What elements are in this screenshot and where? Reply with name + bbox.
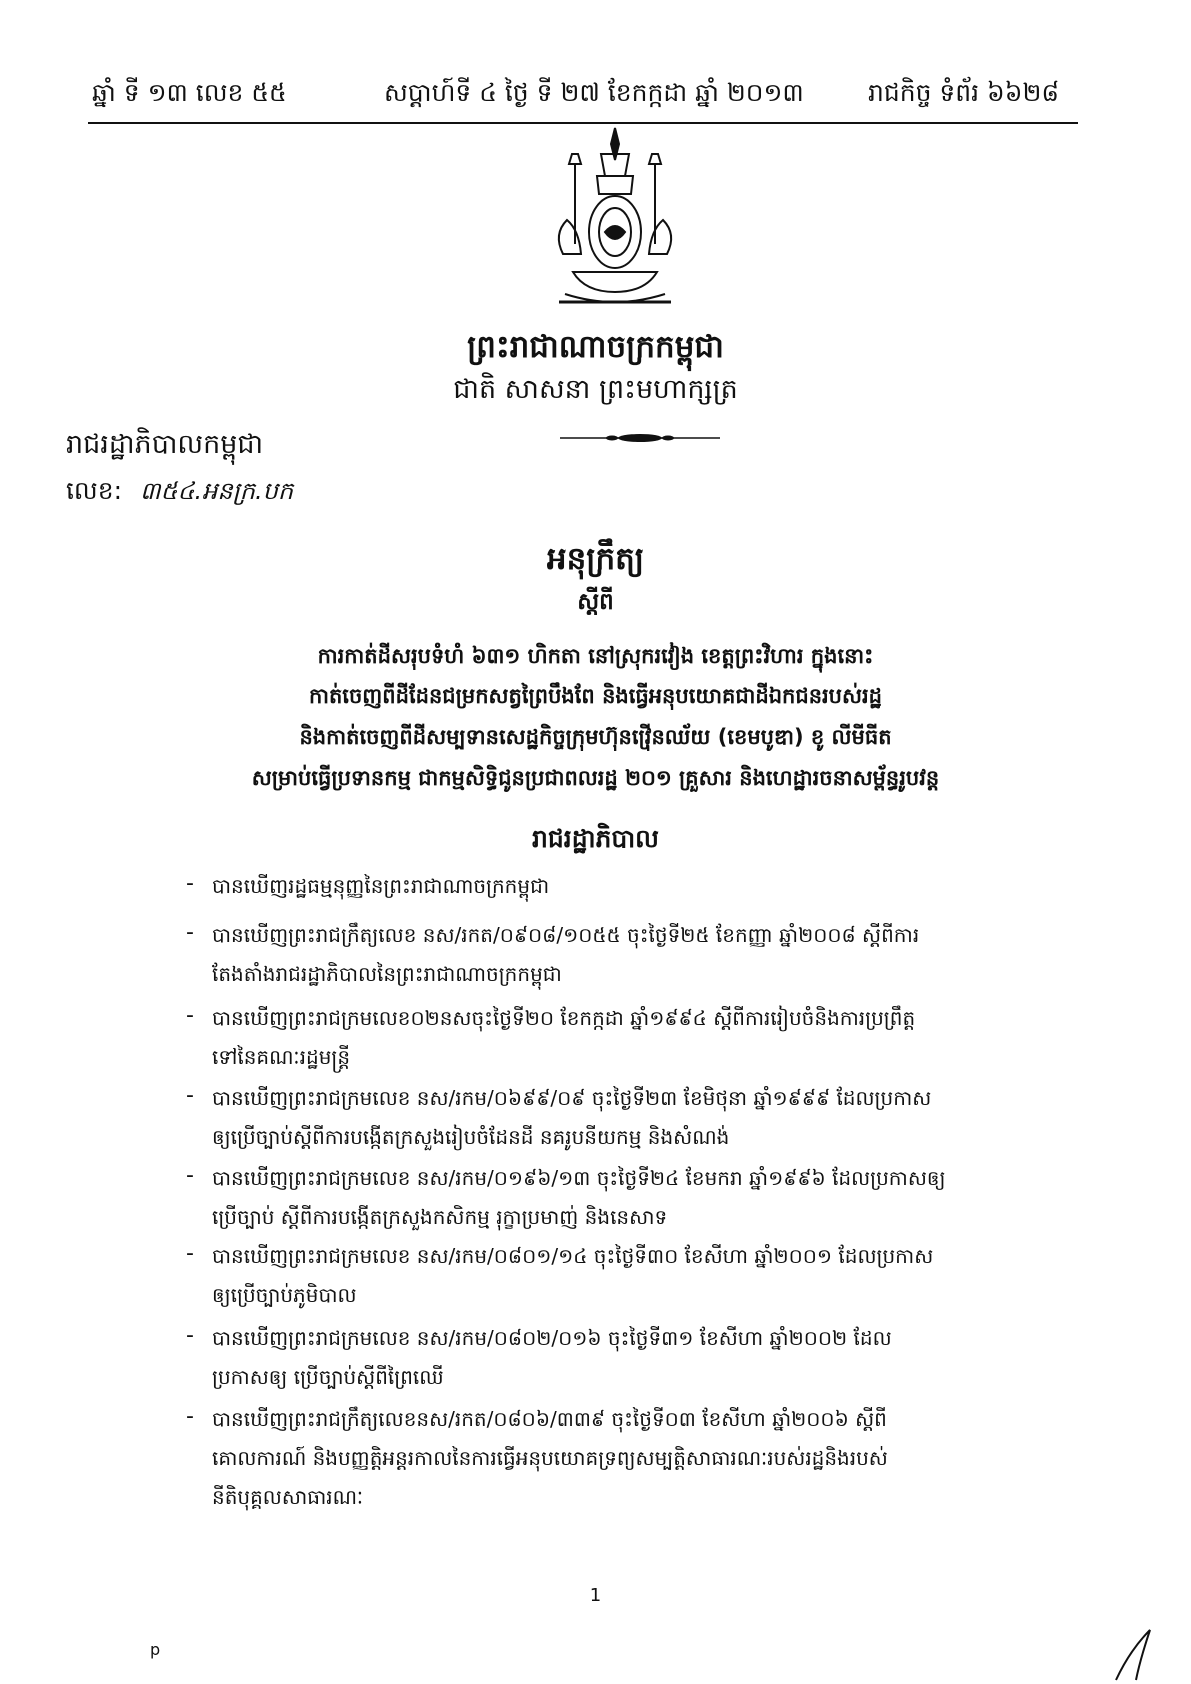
list-bullet: -: [186, 1241, 194, 1266]
list-bullet: -: [186, 1404, 194, 1429]
consideration-line: ឲ្យប្រើច្បាប់ស្តីពីការបង្កើតក្រសួងរៀបចំដែនដី នគរូបនីយកម្ម និងសំណង់: [212, 1125, 730, 1149]
consideration-line: នីតិបុគ្គលសាធារណៈ: [212, 1485, 364, 1509]
corner-mark: p: [150, 1640, 161, 1659]
consideration-line: បានឃើញព្រះរាជក្រមលេខ០២នសចុះថ្ងៃទី២០ ខែកក្កដា ឆ្នាំ១៩៩៤ ស្តីពីការរៀបចំនិងការប្រព្រឹត្ត: [212, 1006, 916, 1030]
signature-icon: [1110, 1620, 1190, 1684]
list-bullet: -: [186, 1083, 194, 1108]
header-issue-info: ឆ្នាំ ទី ១៣ លេខ ៥៥: [92, 78, 287, 107]
consideration-line: បានឃើញព្រះរាជក្រមលេខ នស/រកម/០១៩៦/១៣ ចុះថ្ងៃទី២៤ ខែមករា ឆ្នាំ១៩៩៦ ដែលប្រកាសឲ្យ: [212, 1166, 946, 1190]
consideration-line: ប្រកាសឲ្យ ប្រើច្បាប់ស្តីពីព្រៃឈើ: [212, 1365, 444, 1389]
list-bullet: -: [186, 1163, 194, 1188]
page-number: 1: [589, 1585, 602, 1606]
consideration-line: បានឃើញព្រះរាជក្រមលេខ នស/រកម/០៨០២/០១៦ ចុះថ្ងៃទី៣១ ខែសីហា ឆ្នាំ២០០២ ដែល: [212, 1326, 892, 1350]
reference-number: ៣៥៤.អនក្រ.បក: [139, 477, 294, 505]
title-line: សម្រាប់ធ្វើប្រទានកម្ម ជាកម្មសិទ្ធិជូនប្រជាពលរដ្ឋ ២០១ គ្រួសារ និងហេដ្ឋារចនាសម្ព័ន្ធរូបវន្ត: [251, 766, 940, 790]
consideration-line: បានឃើញព្រះរាជក្រមលេខ នស/រកម/០៦៩៩/០៩ ចុះថ្ងៃទី២៣ ខែមិថុនា ឆ្នាំ១៩៩៩ ដែលប្រកាស: [212, 1086, 932, 1110]
consideration-line: ទៅនៃគណៈរដ្ឋមន្ត្រី: [212, 1045, 351, 1069]
title-line: និងកាត់ចេញពីដីសម្បទានសេដ្ឋកិច្ចក្រុមហ៊ុនវ្រ៉ើនឈ័យ (ខេមបូឌា) ខូ លីមីធីត: [299, 725, 892, 749]
list-bullet: -: [186, 871, 194, 896]
document-type: អនុក្រឹត្យ: [546, 541, 645, 577]
document-about: ស្តីពី: [577, 589, 614, 615]
national-motto: ជាតិ សាសនា ព្រះមហាក្សត្រ: [453, 374, 738, 405]
consideration-line: ប្រើច្បាប់ ស្តីពីការបង្កើតក្រសួងកសិកម្ម រុក្ខាប្រមាញ់ និងនេសាទ: [212, 1205, 668, 1229]
list-bullet: -: [186, 1003, 194, 1028]
consideration-line: ឲ្យប្រើច្បាប់ភូមិបាល: [212, 1283, 357, 1307]
government-heading: រាជរដ្ឋាភិបាល: [532, 824, 659, 853]
government-name: រាជរដ្ឋាភិបាលកម្ពុជា: [66, 429, 264, 460]
reference-label: លេខ:: [66, 476, 123, 505]
consideration-line: បានឃើញព្រះរាជក្រមលេខ នស/រកម/០៨០១/១៤ ចុះថ្ងៃទី៣០ ខែសីហា ឆ្នាំ២០០១ ដែលប្រកាស: [212, 1244, 934, 1268]
header-date: សប្តាហ៍ទី ៤ ថ្ងៃ ទី ២៧ ខែកក្កដា ឆ្នាំ ២០១៣: [384, 78, 804, 107]
title-line: ការកាត់ដីសរុបទំហំ ៦៣១ ហិកតា នៅស្រុករវៀង ខេត្តព្រះវិហារ ក្នុងនោះ: [317, 644, 874, 668]
kingdom-name: ព្រះរាជាណាចក្រកម្ពុជា: [467, 329, 724, 365]
consideration-line: បានឃើញព្រះរាជក្រឹត្យលេខនស/រកត/០៨០៦/៣៣៩ ចុះថ្ងៃទី០៣ ខែសីហា ឆ្នាំ២០០៦ ស្តីពី: [212, 1407, 887, 1431]
list-bullet: -: [186, 1323, 194, 1348]
consideration-line: បានឃើញរដ្ឋធម្មនុញ្ញនៃព្រះរាជាណាចក្រកម្ពុជា: [212, 874, 550, 898]
consideration-line: បានឃើញព្រះរាជក្រឹត្យលេខ នស/រកត/០៩០៨/១០៥៥ ចុះថ្ងៃទី២៥ ខែកញ្ញា ឆ្នាំ២០០៨ ស្តីពីការ: [212, 923, 920, 947]
consideration-line: គោលការណ៍ និងបញ្ញត្តិអន្តរកាលនៃការធ្វើអនុបយោគទ្រព្យសម្បត្តិសាធារណៈរបស់រដ្ឋនិងរបស់: [212, 1446, 888, 1470]
list-bullet: -: [186, 920, 194, 945]
header-page-ref: រាជកិច្ច ទំព័រ ៦៦២៨: [868, 78, 1060, 107]
title-line: កាត់ចេញពីដីដែនជម្រកសត្វព្រៃបឹងពែ និងធ្វើអនុបយោគជាដីឯកជនរបស់រដ្ឋ: [308, 684, 883, 708]
consideration-line: តែងតាំងរាជរដ្ឋាភិបាលនៃព្រះរាជាណាចក្រកម្ពុជា: [212, 962, 562, 986]
